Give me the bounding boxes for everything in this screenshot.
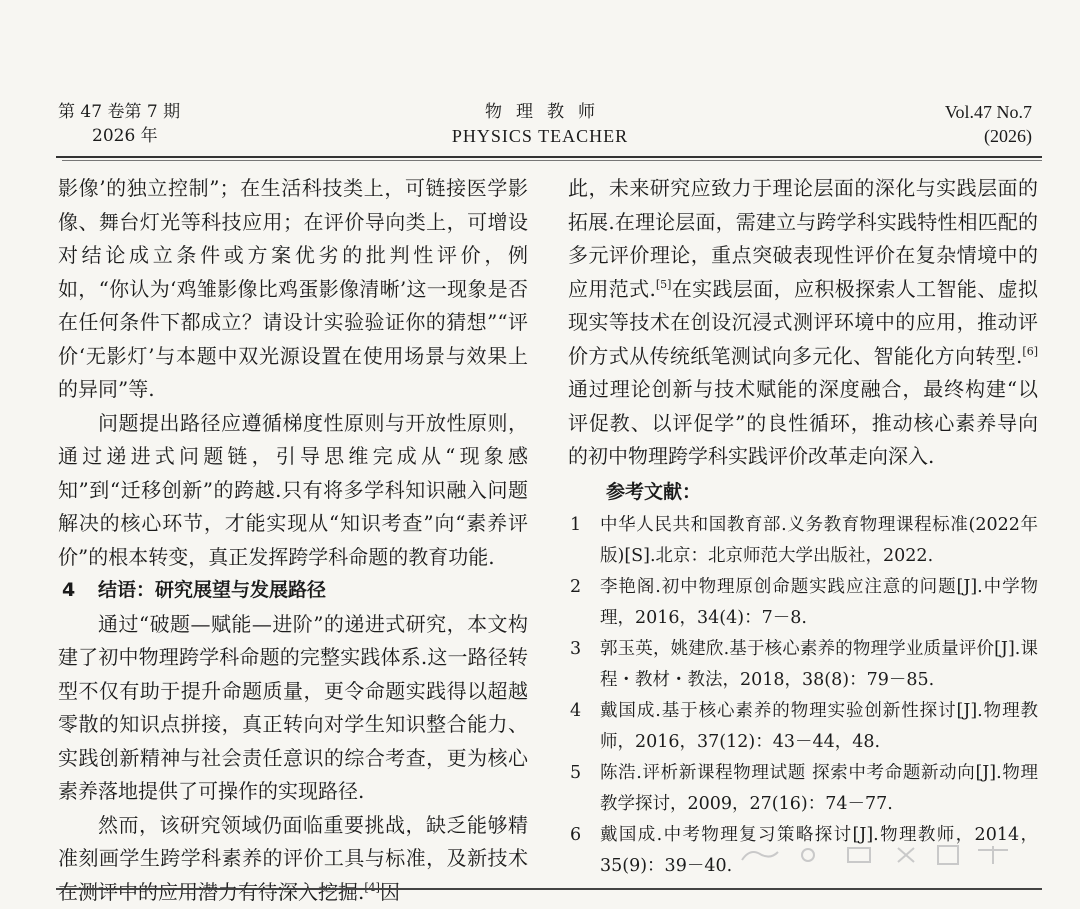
left-column [58,172,528,909]
issue-year-en: (2026) [945,124,1032,148]
issue-volume: 第 47 卷第 7 期 [58,100,180,124]
paragraph: 影像’的独立控制”；在生活科技类上，可链接医学影像、舞台灯光等科技应用；在评价导向类上，可增设对结论成立条件或方案优劣的批判性评价，例如，“你认为‘鸡雏影像比鸡蛋影像清晰’这一现象是否在任何条件下都成立？请设计实验验证你的猜想”“评价‘无影灯’与本题中双光源设置在使用场景与效果上的异同”等. [58,172,528,407]
header-rule-thin [62,160,1042,161]
reference-number: 2 [568,572,600,633]
issue-volume-en: Vol.47 No.7 [945,100,1032,124]
reference-item [568,572,1038,633]
reference-text: 戴国成.基于核心素养的物理实验创新性探讨[J].物理教师，2016，37(12)：43－44，48. [600,696,1038,757]
reference-number: 1 [568,510,600,571]
paragraph-text: 因 [380,880,400,904]
running-header-right [945,100,1032,148]
reference-item [568,758,1038,819]
paragraph: 问题提出路径应遵循梯度性原则与开放性原则，通过递进式问题链，引导思维完成从“现象感知”到“迁移创新”的跨越.只有将多学科知识融入问题解决的核心环节，才能实现从“知识考查”向“素养评价”的根本转变，真正发挥跨学科命题的教育功能. [58,407,528,575]
paragraph-text: 在实践层面，应积极探索人工智能、虚拟现实等技术在创设沉浸式测评环境中的应用，推动评价方式从传统纸笔测试向多元化、智能化方向转型. [568,277,1038,368]
reference-list [568,510,1038,881]
section-heading [58,574,528,608]
section-title: 结语：研究展望与发展路径 [98,579,326,601]
section-number: 4 [58,574,98,608]
reference-text: 中华人民共和国教育部.义务教育物理课程标准(2022年版)[S].北京：北京师范大学出版社，2022. [600,510,1038,571]
paragraph-text: 然而，该研究领域仍面临重要挑战，缺乏能够精准刻画学生跨学科素养的评价工具与标准，及新技术在测评中的应用潜力有待深入挖掘. [58,813,528,904]
citation-6: [6] [1022,345,1038,358]
footer-rule [56,888,1042,890]
references-heading: 参考文献： [568,476,1038,510]
reference-item [568,696,1038,757]
paragraph [568,172,1038,474]
issue-year: 2026 年 [58,124,180,148]
reference-text: 郭玉英，姚建欣.基于核心素养的物理学业质量评价[J].课程・教材・教法，2018，38(8)：79－85. [600,634,1038,695]
watermark-logo [738,840,1038,870]
reference-number: 6 [568,820,600,881]
journal-title-cn: 物理教师 [340,100,740,124]
citation-4: [4] [364,881,380,894]
paragraph-text: 通过理论创新与技术赋能的深度融合，最终构建“以评促教、以评促学”的良性循环，推动核心素养导向的初中物理跨学科实践评价改革走向深入. [568,377,1038,468]
running-header-center [340,100,740,148]
right-column [568,172,1038,881]
paragraph: 通过“破题—赋能—进阶”的递进式研究，本文构建了初中物理跨学科命题的完整实践体系.这一路径转型不仅有助于提升命题质量，更令命题实践得以超越零散的知识点拼接，真正转向对学生知识整合能力、实践创新精神与社会责任意识的综合考查，更为核心素养落地提供了可操作的实现路径. [58,608,528,809]
reference-text: 戴国成.中考物理复习策略探讨[J].物理教师，2014，35(9)：39－40. [600,820,1038,881]
running-header-left [58,100,180,148]
reference-number: 3 [568,634,600,695]
reference-item [568,634,1038,695]
reference-number: 4 [568,696,600,757]
reference-text: 李艳阁.初中物理原创命题实践应注意的问题[J].中学物理，2016，34(4)：7－8. [600,572,1038,633]
header-rule [56,156,1042,158]
paragraph [58,809,528,909]
reference-number: 5 [568,758,600,819]
reference-text: 陈浩.评析新课程物理试题 探索中考命题新动向[J].物理教学探讨，2009，27(16)：74－77. [600,758,1038,819]
paragraph-text: 此，未来研究应致力于理论层面的深化与实践层面的拓展.在理论层面，需建立与跨学科实践特性相匹配的多元评价理论，重点突破表现性评价在复杂情境中的应用范式. [568,176,1038,301]
reference-item [568,510,1038,571]
journal-title-en: PHYSICS TEACHER [340,124,740,148]
citation-5: [5] [656,278,672,291]
